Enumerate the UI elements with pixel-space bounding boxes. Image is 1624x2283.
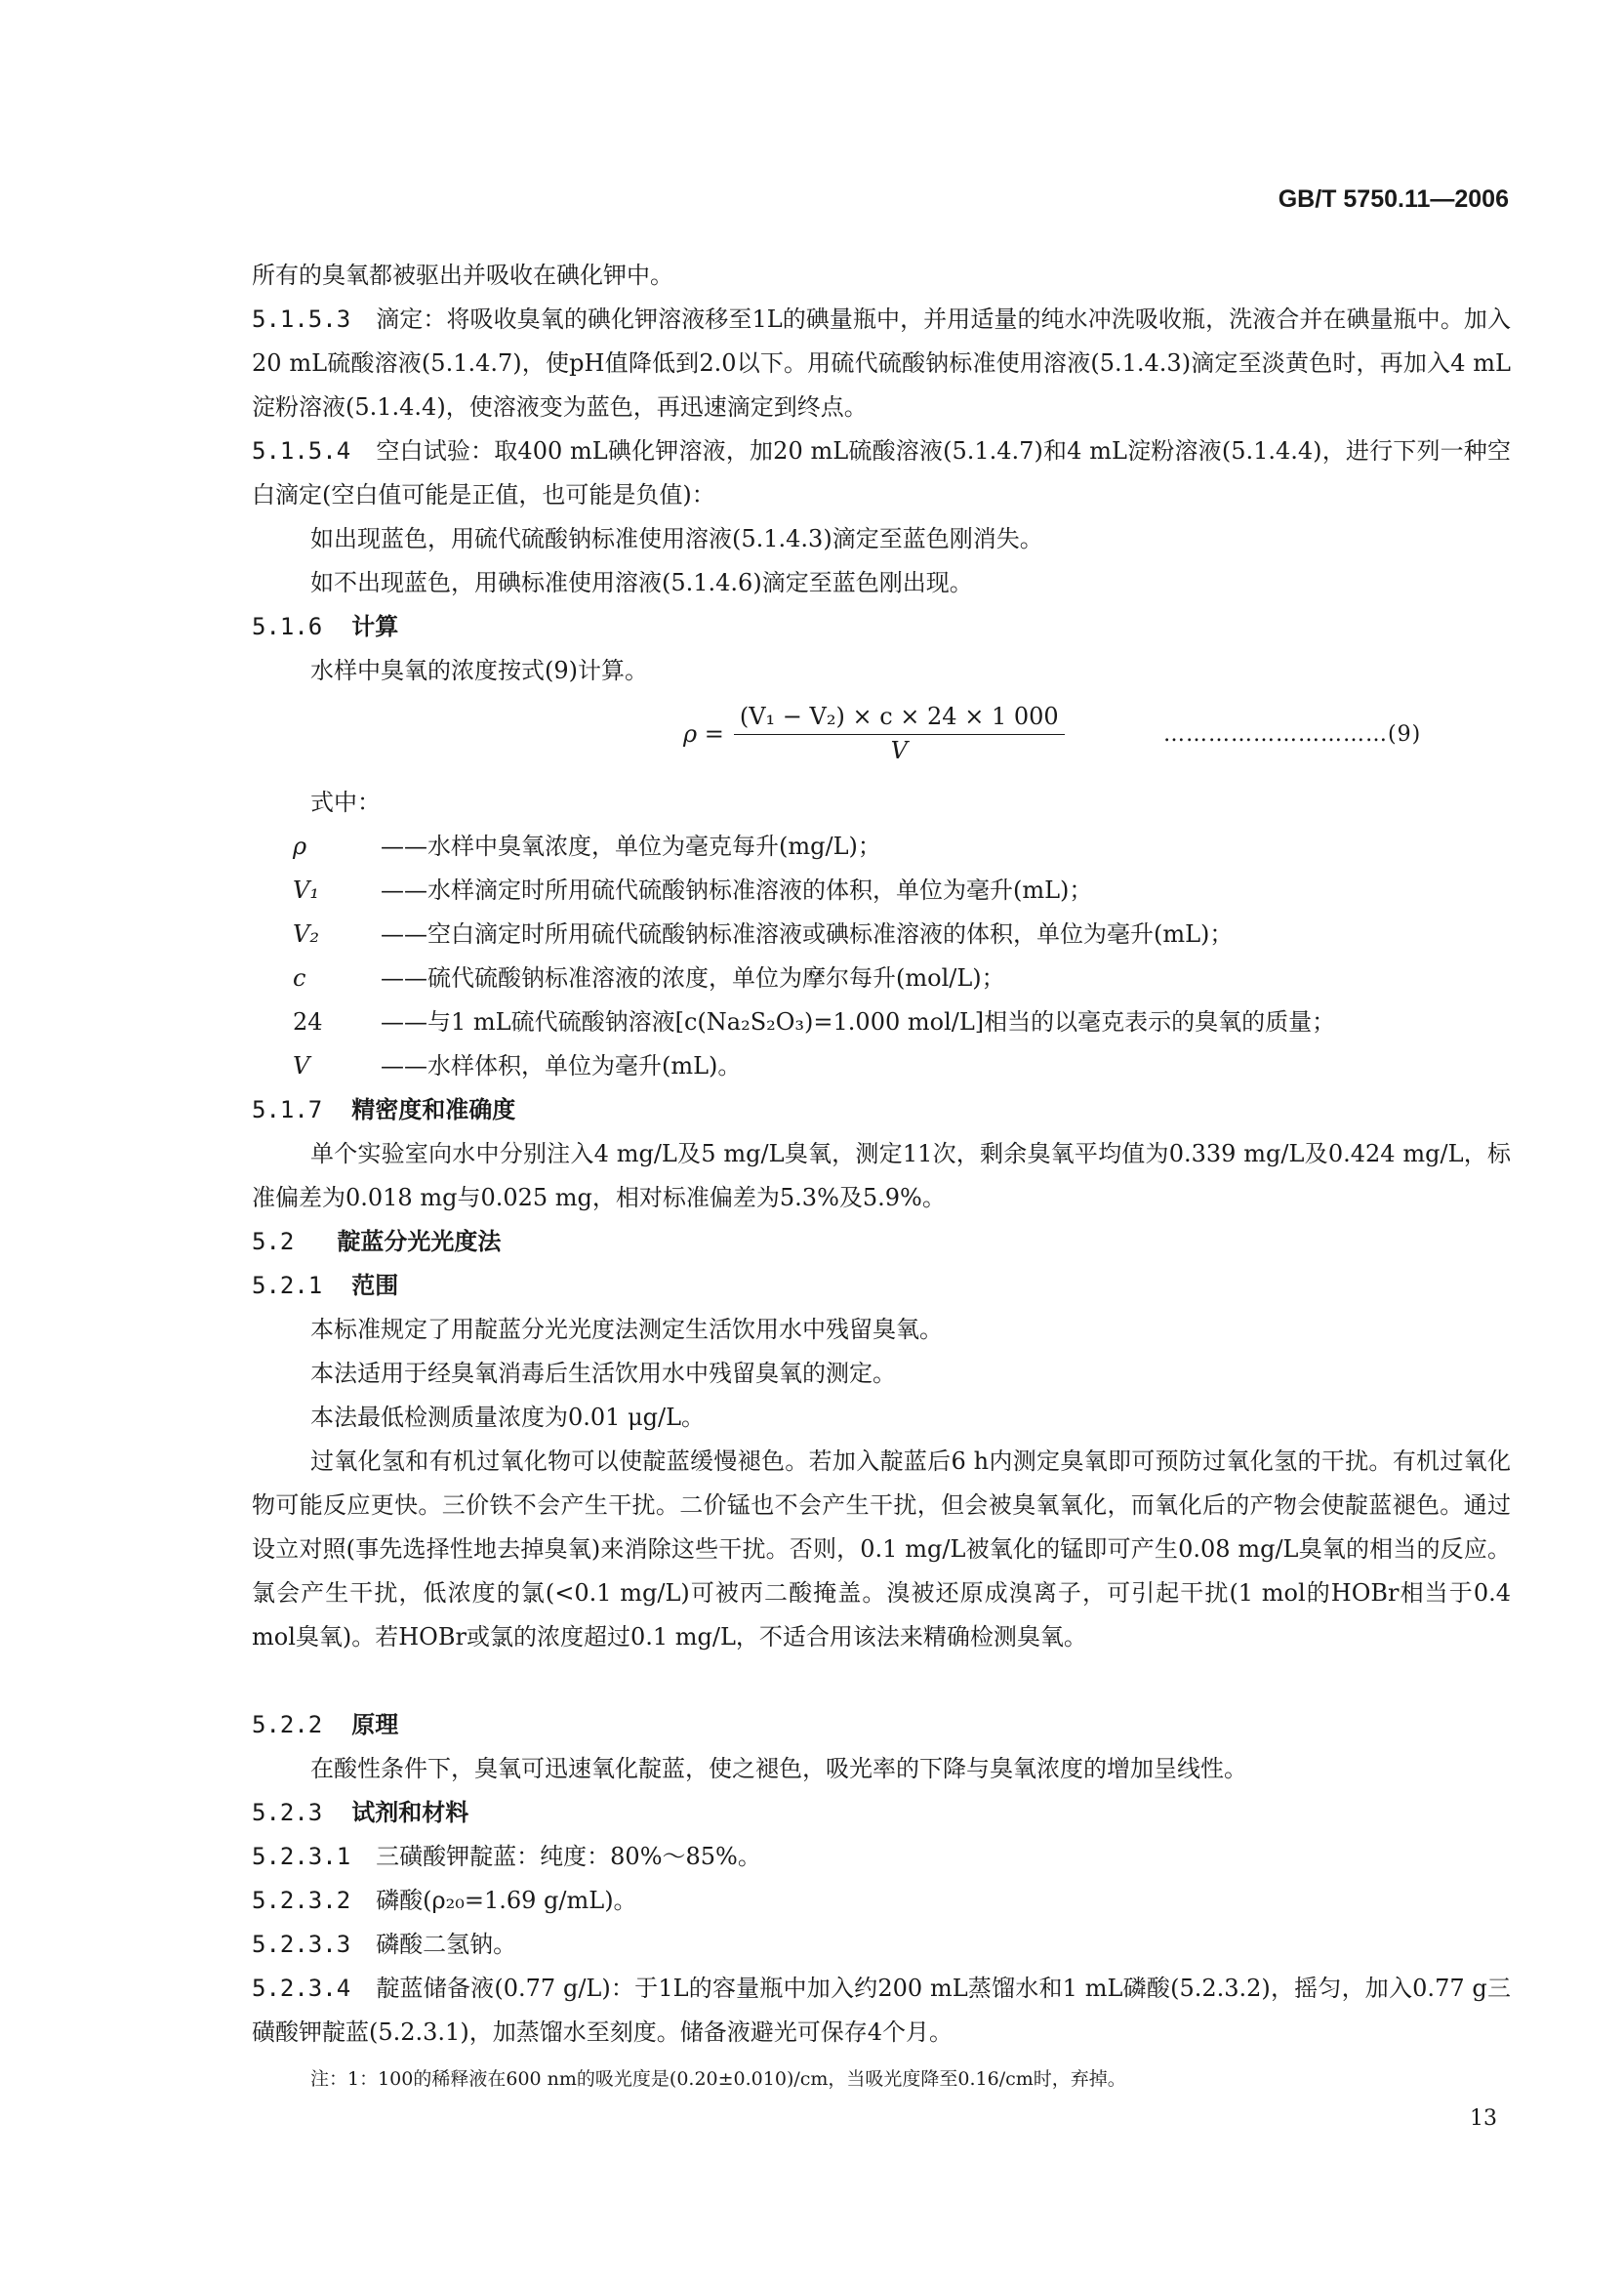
paragraph-interference: 过氧化氢和有机过氧化物可以使靛蓝缓慢褪色。若加入靛蓝后6 h内测定臭氧即可预防过氧化氢的干扰。有机过氧化物可能反应更快。三价铁不会产生干扰。二价锰也不会产生干扰，但会被臭氧氧化，而氧化后的产物会使靛蓝褪色。通过设立对照(事先选择性地去掉臭氧)来消除这些干扰。否则，0.1 mg/L被氧化的锰即可产生0.08 mg/L臭氧的相当的反应。氯会产生干扰，低浓度的氯(<0.1 mg/L)可被丙二酸掩盖。溴被还原成溴离子，可引起干扰(1 mol的HOBr相当于0.4 mol臭氧)。若HOBr或氯的浓度超过0.1 mg/L，不适合用该法来精确检测臭氧。	[252, 1447, 1511, 1651]
heading-5-2-3	[252, 1791, 468, 1835]
definition-text: ——硫代硫酸钠标准溶液的浓度，单位为摩尔每升(mol/L)；	[381, 964, 1005, 992]
formula-denominator: V	[890, 737, 908, 764]
heading-5-2-2	[252, 1703, 398, 1747]
definition-symbol: c	[293, 964, 306, 992]
clause-number: 5.1.5.4	[252, 437, 351, 465]
definition-symbol: ρ	[293, 833, 307, 860]
clause-text: 空白试验：取400 mL碘化钾溶液，加20 mL硫酸溶液(5.1.4.7)和4 mL淀粉溶液(5.1.4.4)，进行下列一种空白滴定(空白值可能是正值，也可能是负值)：	[252, 437, 1511, 509]
heading-number: 5.2.2	[252, 1711, 323, 1738]
definition-text: ——水样体积，单位为毫升(mL)。	[381, 1052, 742, 1080]
clause-5-2-3-3	[252, 1923, 1511, 1967]
paragraph-blue-absent: 如不出现蓝色，用碘标准使用溶液(5.1.4.6)滴定至蓝色刚出现。	[310, 569, 973, 596]
note: 注：1：100的稀释液在600 nm的吸光度是(0.20±0.010)/cm，当吸光度降至0.16/cm时，弃掉。	[310, 2068, 1126, 2090]
heading-title: 原理	[351, 1711, 399, 1738]
clause-number: 5.2.3.1	[252, 1843, 351, 1870]
heading-title: 精密度和准确度	[351, 1096, 516, 1123]
paragraph-scope-c: 本法最低检测质量浓度为0.01 μg/L。	[310, 1404, 706, 1431]
paragraph-continuation: 所有的臭氧都被驱出并吸收在碘化钾中。	[252, 262, 673, 289]
definition-text: ——与1 mL硫代硫酸钠溶液[c(Na₂S₂O₃)=1.000 mol/L]相当的以毫克表示的臭氧的质量；	[381, 1008, 1336, 1036]
definition-symbol: V	[293, 1052, 310, 1080]
formula-lhs: ρ =	[683, 719, 724, 748]
clause-number: 5.1.5.3	[252, 306, 351, 333]
clause-5-1-5-4	[252, 429, 1511, 517]
definition-text: ——空白滴定时所用硫代硫酸钠标准溶液或碘标准溶液的体积，单位为毫升(mL)；	[381, 920, 1234, 948]
equation-number: …………………………(9)	[1163, 722, 1422, 747]
paragraph-blue-appears: 如出现蓝色，用硫代硫酸钠标准使用溶液(5.1.4.3)滴定至蓝色刚消失。	[310, 525, 1043, 552]
clause-text: 三磺酸钾靛蓝：纯度：80%～85%。	[376, 1843, 761, 1870]
heading-5-2	[252, 1220, 501, 1264]
formula-9	[683, 703, 1065, 764]
heading-title: 靛蓝分光光度法	[337, 1228, 502, 1255]
definition-text: ——水样滴定时所用硫代硫酸钠标准溶液的体积，单位为毫升(mL)；	[381, 877, 1093, 904]
definition-symbol: 24	[293, 1008, 323, 1036]
clause-5-2-3-2	[252, 1879, 1511, 1923]
definition-row	[293, 1044, 1335, 1088]
paragraph-principle: 在酸性条件下，臭氧可迅速氧化靛蓝，使之褪色，吸光率的下降与臭氧浓度的增加呈线性。	[310, 1755, 1247, 1782]
definition-row	[293, 825, 1335, 869]
clause-5-2-3-1	[252, 1835, 1511, 1879]
heading-5-1-6	[252, 605, 398, 649]
definition-text: ——水样中臭氧浓度，单位为毫克每升(mg/L)；	[381, 833, 881, 860]
clause-text: 滴定：将吸收臭氧的碘化钾溶液移至1L的碘量瓶中，并用适量的纯水冲洗吸收瓶，洗液合并在碘量瓶中。加入20 mL硫酸溶液(5.1.4.7)，使pH值降低到2.0以下。用硫代硫酸钠标准使用溶液(5.1.4.3)滴定至淡黄色时，再加入4 mL淀粉溶液(5.1.4.4)，使溶液变为蓝色，再迅速滴定到终点。	[252, 306, 1511, 421]
variable-definitions	[293, 781, 1335, 1088]
definition-symbol: V₂	[293, 920, 319, 948]
document-code: GB/T 5750.11—2006	[1278, 185, 1509, 213]
clause-number: 5.2.3.4	[252, 1975, 351, 2002]
definition-row	[293, 869, 1335, 913]
paragraph-calc-intro: 水样中臭氧的浓度按式(9)计算。	[310, 657, 648, 684]
definition-row	[293, 1000, 1335, 1044]
heading-title: 试剂和材料	[351, 1799, 469, 1826]
heading-5-1-7	[252, 1088, 515, 1132]
heading-number: 5.2.3	[252, 1799, 323, 1826]
clause-text: 磷酸(ρ₂₀=1.69 g/mL)。	[376, 1887, 637, 1914]
where-label	[310, 781, 1335, 825]
clause-text: 靛蓝储备液(0.77 g/L)：于1L的容量瓶中加入约200 mL蒸馏水和1 mL磷酸(5.2.3.2)，摇匀，加入0.77 g三磺酸钾靛蓝(5.2.3.1)，加蒸馏水至刻度。储备液避光可保存4个月。	[252, 1975, 1511, 2046]
clause-number: 5.2.3.2	[252, 1887, 351, 1914]
heading-number: 5.1.6	[252, 613, 323, 640]
paragraph-scope-a: 本标准规定了用靛蓝分光光度法测定生活饮用水中残留臭氧。	[310, 1316, 943, 1343]
heading-title: 范围	[351, 1272, 399, 1299]
definition-symbol: V₁	[293, 877, 319, 904]
heading-number: 5.2.1	[252, 1272, 323, 1299]
clause-5-2-3-4	[252, 1967, 1511, 2055]
heading-5-2-1	[252, 1264, 398, 1308]
definition-row	[293, 957, 1335, 1000]
heading-number: 5.1.7	[252, 1096, 323, 1123]
page-number: 13	[1470, 2106, 1497, 2131]
definition-row	[293, 913, 1335, 957]
heading-title: 计算	[351, 613, 399, 640]
formula-fraction	[734, 703, 1065, 764]
clause-number: 5.2.3.3	[252, 1931, 351, 1958]
clause-text: 磷酸二氢钠。	[376, 1931, 517, 1958]
paragraph-precision: 单个实验室向水中分别注入4 mg/L及5 mg/L臭氧，测定11次，剩余臭氧平均值为0.339 mg/L及0.424 mg/L，标准偏差为0.018 mg与0.025 mg，相对标准偏差为5.3%及5.9%。	[252, 1140, 1511, 1211]
where-text: 式中：	[310, 789, 381, 816]
heading-number: 5.2	[252, 1228, 295, 1255]
formula-numerator: (V₁ − V₂) × c × 24 × 1 000	[734, 703, 1065, 735]
clause-5-1-5-3	[252, 298, 1511, 429]
paragraph-scope-b: 本法适用于经臭氧消毒后生活饮用水中残留臭氧的测定。	[310, 1360, 896, 1387]
